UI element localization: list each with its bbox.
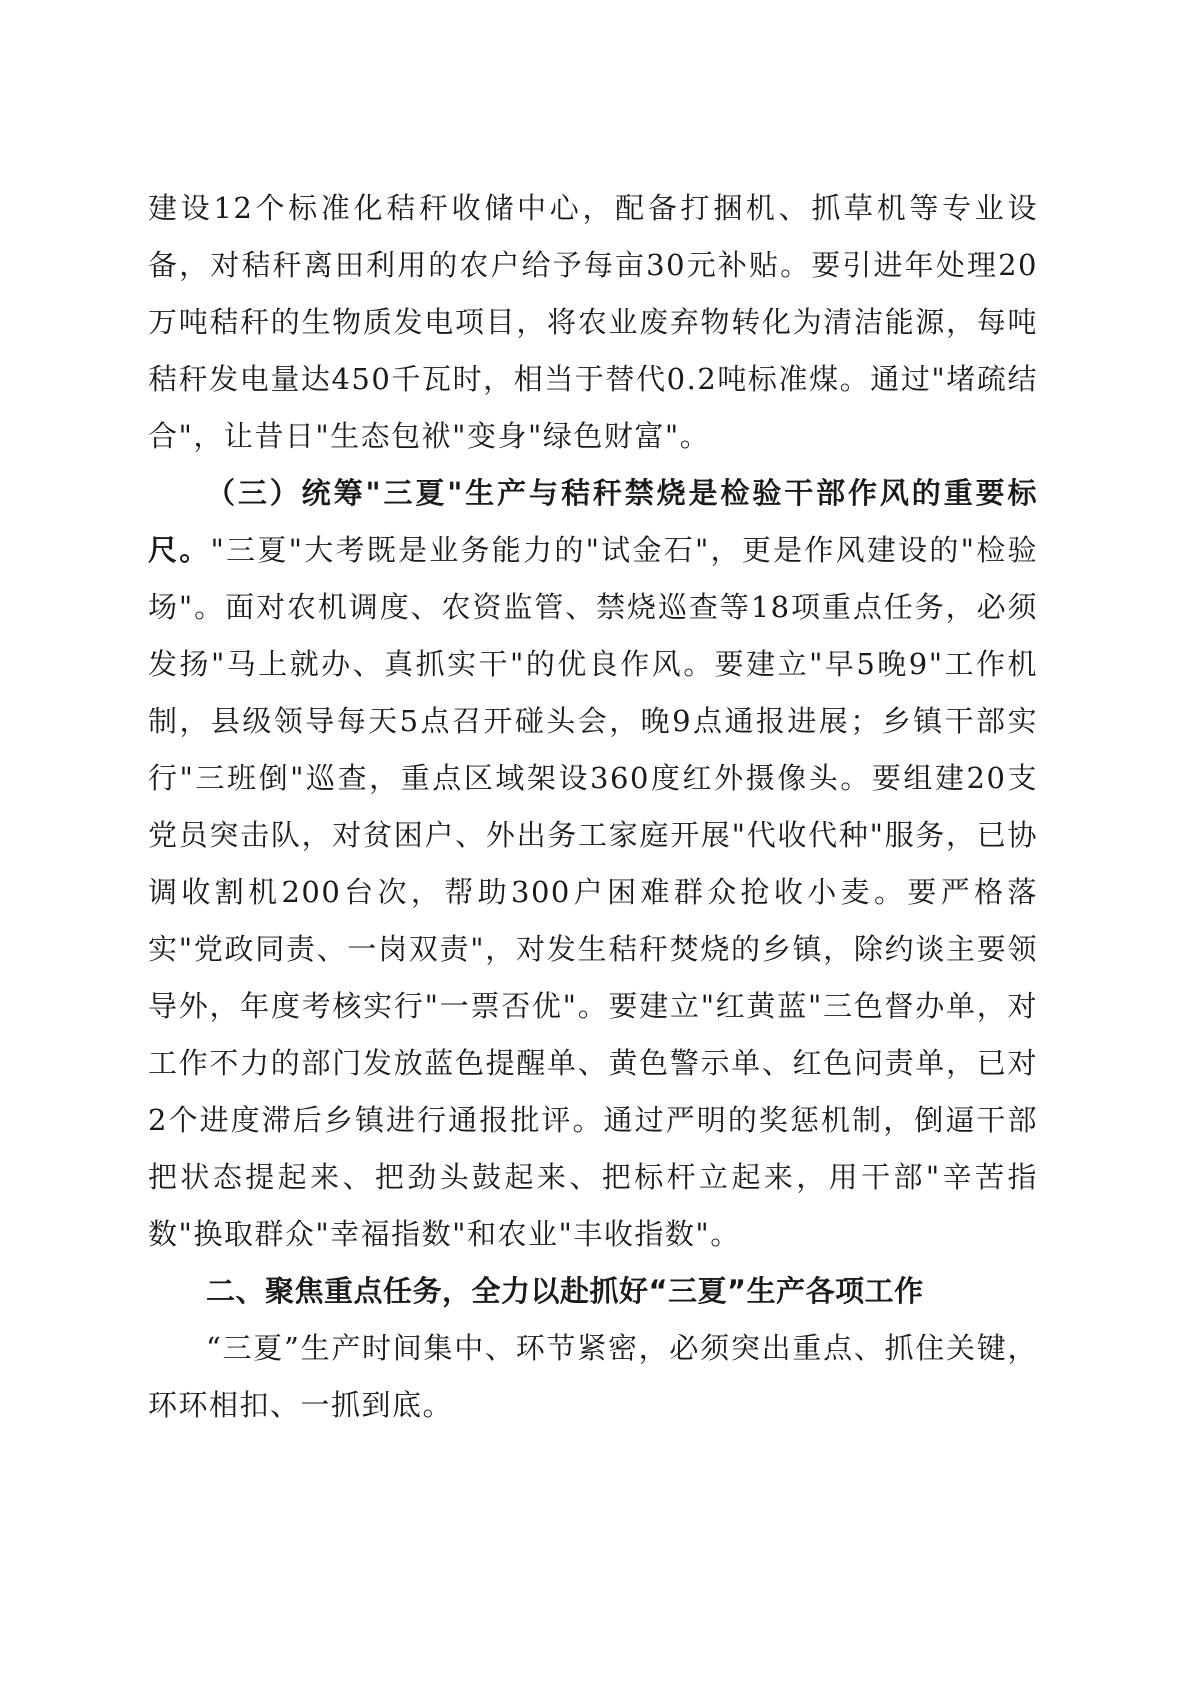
paragraph-key-tasks-intro: “三夏”生产时间集中、环节紧密，必须突出重点、抓住关键，环环相扣、一抓到底。 bbox=[148, 1331, 1038, 1422]
paragraph-straw-utilization: 建设12个标准化秸秆收储中心，配备打捆机、抓草机等专业设备，对秸秆离田利用的农户给予每亩30元补贴。要引进年处理20万吨秸秆的生物质发电项目，将农业废弃物转化为清洁能源，每吨秸秆发电量达450千瓦时，相当于替代0.2吨标准煤。通过"堵疏结合"，让昔日"生态包袱"变身"绿色财富"。 bbox=[148, 191, 1038, 453]
section-title: 二、聚焦重点任务，全力以赴抓好“三夏”生产各项工作 bbox=[206, 1274, 924, 1308]
paragraph-cadre-style-body: "三夏"大考既是业务能力的"试金石"，更是作风建设的"检验场"。面对农机调度、农资监管、禁烧巡查等18项重点任务，必须发扬"马上就办、真抓实干"的优良作风。要建立"早5晚9"工作机制，县级领导每天5点召开碰头会，晚9点通报进展；乡镇干部实行"三班倒"巡查，重点区域架设360度红外摄像头。要组建20支党员突击队，对贫困户、外出务工家庭开展"代收代种"服务，已协调收割机200台次，帮助300户困难群众抢收小麦。要严格落实"党政同责、一岗双责"，对发生秸秆焚烧的乡镇，除约谈主要领导外，年度考核实行"一票否优"。要建立"红黄蓝"三色督办单，对工作不力的部门发放蓝色提醒单、黄色警示单、红色问责单，已对2个进度滞后乡镇进行通报批评。通过严明的奖惩机制，倒逼干部把状态提起来、把劲头鼓起来、把标杆立起来，用干部"辛苦指数"换取群众"幸福指数"和农业"丰收指数"。 bbox=[148, 533, 1038, 1251]
paragraph-cadre-style bbox=[148, 465, 1038, 1263]
document-body bbox=[148, 180, 1038, 1434]
subsection-heading: （三）统筹"三夏"生产与秸秆禁烧是检验干部作风的重要标尺。 bbox=[148, 476, 1038, 567]
